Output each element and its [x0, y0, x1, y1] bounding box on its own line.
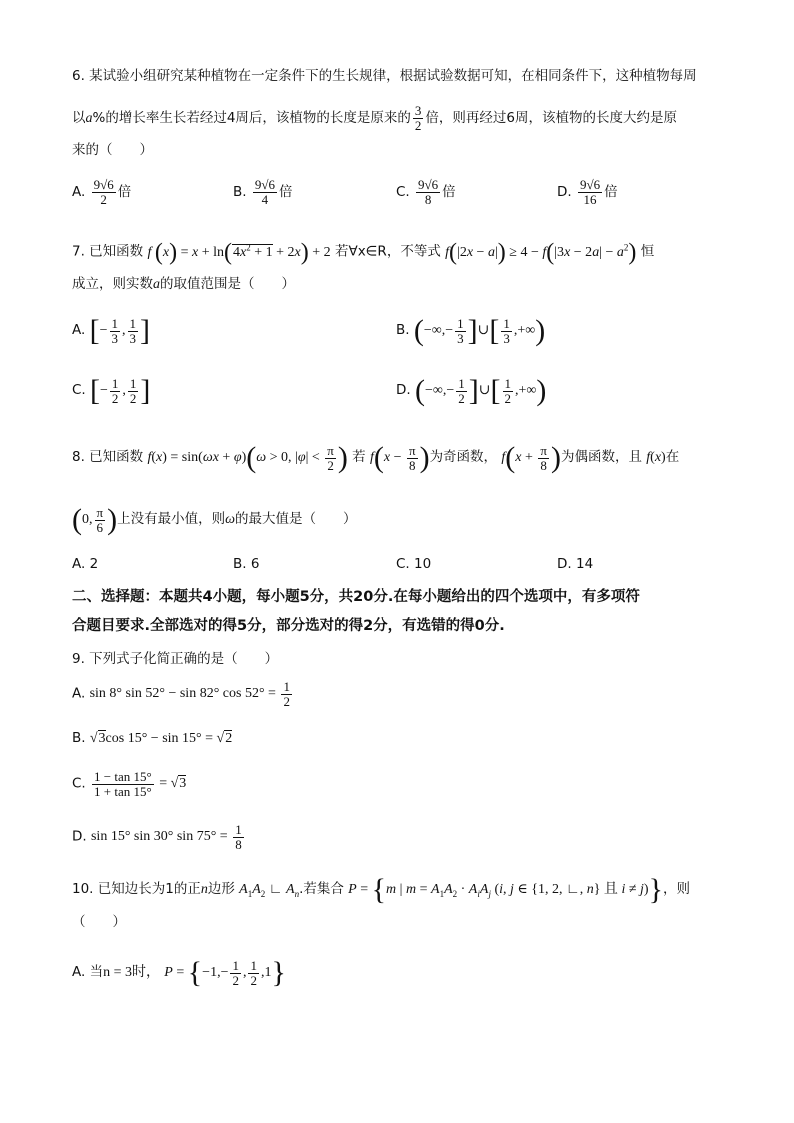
q8-option-a[interactable] [72, 556, 98, 572]
q10-line1: 10. 已知边长为1的正n边形 $A_1A_2$ ∟ $A_n$.若集合 P = {m | $m = A_1A_2 \cdot A_iA_j$ (i, j ∈ {1, 2, ∟, n} 且 i ≠ j)}，则 [72, 873, 690, 906]
q8-function-formula: f(x) = sin(ωx + φ)(ω > 0, |φ| < $\frac{\pi}{2}$ ) [147, 441, 348, 474]
q7-function-formula: f $(x) = x + \ln(4x^2 + 1 + 2x) + 2$ [147, 239, 331, 265]
q7-option-b[interactable] [396, 314, 545, 348]
q7-option-d-label: D. [396, 382, 411, 399]
q9-option-a[interactable] [72, 680, 294, 708]
q10-var-n: n [200, 882, 208, 898]
q6-option-c-label: C. [396, 184, 410, 201]
q7-option-a-formula: [− $\frac{1}{3}$ , $\frac{1}{3}$ ] [89, 314, 150, 347]
q6-option-d-num: 9√6 [579, 177, 601, 192]
q8-end: 在 [665, 449, 680, 466]
q6-line3 [72, 142, 153, 158]
q8-option-b-label: B. 6 [233, 556, 260, 572]
q8-option-c[interactable] [396, 556, 431, 572]
q7-option-b-formula: (−∞,− $\frac{1}{3}$ ]∪[ $\frac{1}{3}$ ,+∞) [413, 314, 546, 347]
q6-line2-b: %的增长率生长若经过4周后，该植物的长度是原来的 [92, 110, 411, 127]
q6-option-c-unit: 倍 [442, 184, 456, 201]
q9-option-c-label: C. [72, 775, 86, 792]
q6-option-a-den: 2 [100, 191, 107, 207]
q6-option-d-label: D. [557, 184, 572, 201]
q7-mid: 若∀x∈R，不等式 [334, 243, 441, 260]
q6-line2-a: 以 [72, 110, 86, 127]
q6-option-a-frac [92, 178, 116, 206]
q10-mid2: 若集合 [303, 881, 344, 898]
q10-polygon: $A_1A_2$ ∟ $A_n$ [239, 882, 300, 900]
q9-option-b-formula: √3cos 15° − sin 15° = √2 [89, 731, 233, 746]
q8-fx: f(x) [646, 450, 666, 466]
q9-option-c[interactable] [72, 770, 186, 798]
q7-var-a: a [153, 277, 160, 292]
q8-line1 [72, 440, 679, 476]
section2-heading-line1 [72, 589, 640, 606]
q9-option-a-formula: sin 8° sin 52° − sin 82° cos 52° = $\frac{1}{2}$ [89, 679, 290, 709]
q6-option-c-num: 9√6 [418, 177, 439, 192]
q6-option-a-label: A. [72, 184, 86, 201]
q7-prefix: 7. 已知函数 [72, 243, 144, 260]
q8-option-d-label: D. 14 [557, 556, 594, 572]
q6-option-a[interactable] [72, 178, 131, 206]
q6-option-b[interactable] [233, 178, 293, 206]
q6-frac-den: 2 [414, 117, 422, 133]
q6-option-d-den: 16 [583, 191, 597, 207]
q7-line1 [72, 238, 654, 267]
q6-option-b-num: 9√6 [254, 177, 275, 192]
q8-mid2: 为奇函数， [429, 449, 498, 466]
q8-var-omega: ω [225, 512, 235, 528]
q8-line2-text: 上没有最小值，则 [117, 511, 226, 528]
q10-option-a-cond: n = 3时， [103, 965, 160, 981]
q10-option-a-label: A. [72, 964, 86, 981]
q9-option-c-formula: $\frac{1 - \tan 15^\circ}{1 + \tan 15^\circ}$ = √3 [94, 769, 187, 799]
q6-var-a: a [85, 111, 93, 127]
q8-line2 [72, 502, 356, 538]
q6-option-c-den: 8 [424, 191, 432, 207]
q7-option-a-label: A. [72, 322, 86, 339]
q9-option-b[interactable] [72, 730, 232, 747]
q6-line3-text: 来的（ ） [72, 142, 153, 158]
q10-line2 [72, 914, 126, 930]
q10-option-a-formula: P = {−1,− $\frac{1}{2}$ , $\frac{1}{2}$ ,1} [164, 956, 286, 989]
q10-end: ，则 [662, 881, 690, 898]
q6-line1 [72, 68, 697, 84]
q6-option-b-frac [253, 178, 277, 206]
q8-mid3: 为偶函数，且 [560, 449, 642, 466]
section2-line2-text: 合题目要求.全部选对的得5分，部分选对的得2分，有选错的得0分. [72, 618, 505, 634]
q6-option-d-frac [578, 178, 602, 206]
q7-option-b-label: B. [396, 322, 410, 339]
q8-option-b[interactable] [233, 556, 259, 572]
q6-line2-c: 倍，则再经过6周，该植物的长度大约是原 [425, 110, 678, 127]
q9-option-d-label: D. [72, 828, 87, 845]
q7-option-d[interactable] [396, 374, 546, 408]
q10-mid: 边形 [207, 881, 235, 898]
q8-even-formula: f(x + $\frac{\pi}{8}$ ) [501, 441, 561, 474]
q8-mid1: 若 [352, 449, 366, 466]
q8-option-a-label: A. 2 [72, 556, 99, 572]
q7-option-c[interactable] [72, 374, 150, 408]
q6-option-b-label: B. [233, 184, 247, 201]
q10-option-a[interactable] [72, 956, 286, 990]
q6-option-a-num: 9√6 [93, 177, 114, 192]
q6-frac-3-2 [413, 104, 424, 132]
q10-line2-text: （ ） [72, 914, 126, 930]
q6-option-c[interactable] [396, 178, 456, 206]
q9-stem [72, 651, 278, 667]
q9-option-d[interactable] [72, 823, 246, 851]
q6-line1-text: 6. 某试验小组研究某种植物在一定条件下的生长规律，根据试验数据可知，在相同条件下，这种植物每周 [72, 68, 697, 84]
q8-line2-end: 的最大值是（ ） [234, 511, 357, 528]
q6-option-c-frac [416, 178, 440, 206]
q7-line2 [72, 276, 295, 294]
q8-option-c-label: C. 10 [396, 556, 432, 572]
q8-prefix: 8. 已知函数 [72, 449, 144, 466]
q10-set-formula: P = {m | $m = A_1A_2 \cdot A_iA_j$ (i, j ∈ {1, 2, ∟, n} 且 i ≠ j)} [348, 873, 663, 906]
q8-interval: (0, $\frac{\pi}{6}$ ) [72, 503, 118, 536]
q7-option-d-formula: (−∞,− $\frac{1}{2}$ ]∪[ $\frac{1}{2}$ ,+∞) [414, 374, 547, 407]
q7-option-a[interactable] [72, 314, 150, 348]
section2-line1-text: 二、选择题：本题共4小题，每小题5分，共20分.在每小题给出的四个选项中，有多项符 [72, 589, 640, 605]
section2-heading-line2 [72, 618, 505, 635]
q9-option-b-label: B. [72, 730, 86, 746]
q7-option-c-formula: [− $\frac{1}{2}$ , $\frac{1}{2}$ ] [90, 374, 151, 407]
q6-option-d-unit: 倍 [604, 184, 618, 201]
q6-option-b-den: 4 [261, 191, 269, 207]
q7-inequality-formula: $f(|2x - a|) \ge 4 - f(|3x - 2a| - a^2)$ [445, 239, 637, 265]
q9-stem-text: 9. 下列式子化简正确的是（ ） [72, 651, 279, 667]
q6-option-a-unit: 倍 [117, 184, 132, 201]
q10-option-a-text: 当 [89, 964, 104, 981]
q7-line2-text: 成立，则实数 [72, 276, 153, 292]
q6-line2 [72, 104, 677, 132]
q9-option-a-label: A. [72, 685, 86, 702]
q8-odd-formula: f(x − $\frac{\pi}{8}$ ) [369, 441, 430, 474]
q6-frac-num: 3 [414, 103, 422, 118]
q9-option-d-formula: sin 15° sin 30° sin 75° = $\frac{1}{8}$ [90, 822, 242, 852]
q7-suffix: 恒 [640, 243, 655, 260]
q7-option-c-label: C. [72, 382, 86, 399]
q8-option-d[interactable] [557, 556, 593, 572]
q7-line2-end: 的取值范围是（ ） [160, 276, 295, 292]
q10-prefix: 10. 已知边长为1的正 [72, 881, 201, 898]
q6-option-d[interactable] [557, 178, 618, 206]
q6-option-b-unit: 倍 [279, 184, 293, 201]
